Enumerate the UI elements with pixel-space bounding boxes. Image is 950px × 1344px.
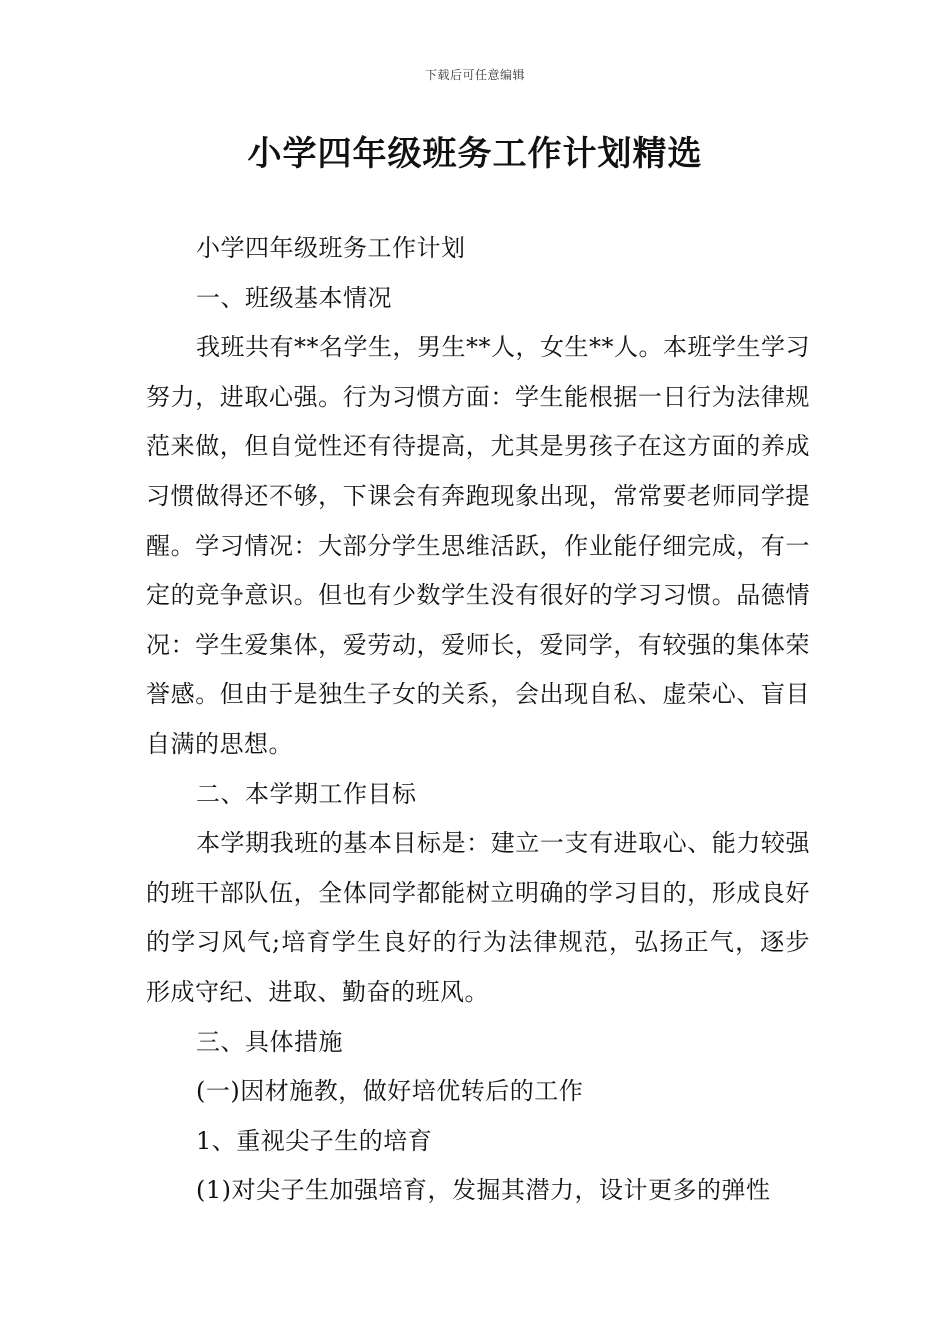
- paragraph-work-goals: 本学期我班的基本目标是：建立一支有进取心、能力较强的班干部队伍，全体同学都能树立明确的学习目的，形成良好的学习风气;培育学生良好的行为法律规范，弘扬正气，逐步形成守纪、进取、勤奋的班风。: [146, 829, 810, 1006]
- section-heading-1: 一、班级基本情况: [196, 283, 392, 312]
- header-note: 下载后可任意编辑: [424, 68, 525, 82]
- subsection-heading-1: (一)因材施教，做好培优转后的工作: [196, 1077, 584, 1106]
- plan-subtitle: 小学四年级班务工作计划: [196, 234, 466, 262]
- list-item-1: 1、重视尖子生的培育: [196, 1126, 433, 1155]
- section-heading-2: 二、本学期工作目标: [196, 779, 417, 808]
- paragraph-class-situation: 我班共有**名学生，男生**人，女生**人。本班学生学习努力，进取心强。行为习惯方面：学生能根据一日行为法律规范来做，但自觉性还有待提高，尤其是男孩子在这方面的养成习惯做得还不够，下课会有奔跑现象出现，常常要老师同学提醒。学习情况：大部分学生思维活跃，作业能仔细完成，有一定的竞争意识。但也有少数学生没有很好的学习习惯。品德情况：学生爱集体，爱劳动，爱师长，爱同学，有较强的集体荣誉感。但由于是独生子女的关系，会出现自私、虚荣心、盲目自满的思想。: [146, 333, 810, 758]
- document-title: 小学四年级班务工作计划精选: [247, 134, 703, 174]
- document-body: [146, 224, 810, 1216]
- list-subitem-1: (1)对尖子生加强培育，发掘其潜力，设计更多的弹性: [196, 1176, 771, 1205]
- section-heading-3: 三、具体措施: [196, 1027, 343, 1056]
